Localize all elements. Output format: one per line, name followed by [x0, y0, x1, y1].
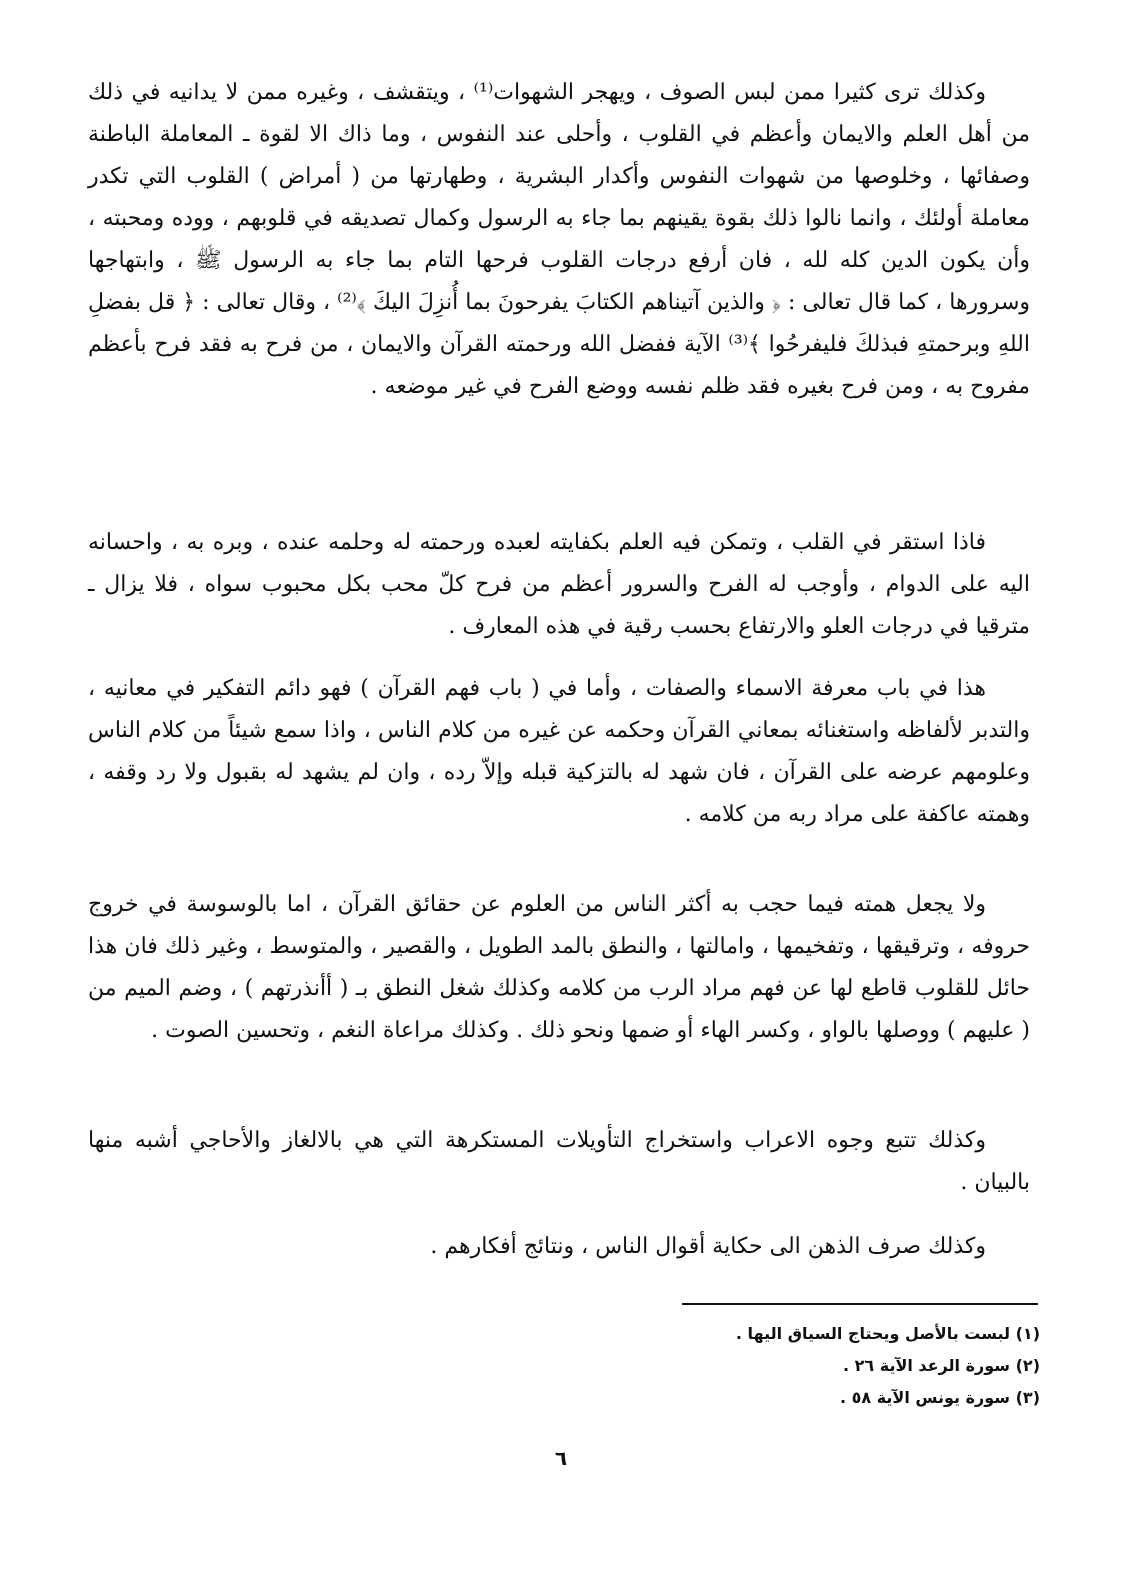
- paragraph-text: وكذلك صرف الذهن الى حكاية أقوال الناس ، ونتائج أفكارهم .: [430, 1234, 986, 1259]
- paragraph-2: [88, 522, 1030, 648]
- footnote-3: (٣) سورة يونس الآية ٥٨ .: [839, 1388, 1040, 1407]
- paragraph-text: فاذا استقر في القلب ، وتمكن فيه العلم بكفايته لعبده ورحمته له وحلمه عنده ، وبره به ، واحسانه اليه على الدوام ، وأوجب له الفرح والسرور أعظم من فرح كلّ محب بكل محبوب سواه ، فلا يزال ـ مترقيا في درجات العلو والارتفاع بحسب رقية في هذه المعارف .: [88, 530, 1030, 639]
- paragraph-3: [88, 668, 1030, 836]
- paragraph-text: وكذلك ترى كثيرا ممن لبس الصوف ، ويهجر الشهوات⁽¹⁾ ، ويتقشف ، وغيره ممن لا يدانيه في ذلك من أهل العلم والايمان وأعظم في القلوب ، وأحلى عند النفوس ، وما ذاك الا لقوة ـ المعاملة الباطنة وصفائها ، وخلوصها من شهوات النفوس وأكدار البشرية ، وطهارتها من ( أمراض ) القلوب التي تكدر معاملة أولئك ، وانما نالوا ذلك بقوة يقينهم بما جاء به الرسول وكمال تصديقه في قلوبهم ، ووده ومحبته ، وأن يكون الدين كله لله ، فان أرفع درجات القلوب فرحها التام بما جاء به الرسول ﷺ ، وابتهاجها وسرورها ، كما قال تعالى : ﴿ والذين آتيناهم الكتابَ يفرحونَ بما أُنزِلَ اليكَ ﴾⁽²⁾ ، وقال تعالى : ﴿ قل بفضلِ اللهِ وبرحمتهِ فبذلكَ فليفرحُوا ﴾⁽³⁾ الآية ففضل الله ورحمته القرآن والايمان ، من فرح به فقد فرح بأعظم مفروح به ، ومن فرح بغيره فقد ظلم نفسه ووضع الفرح في غير موضعه .: [88, 80, 1030, 399]
- paragraph-text: وكذلك تتبع وجوه الاعراب واستخراج التأويلات المستكرهة التي هي بالالغاز والأحاجي أشبه منها بالبيان .: [88, 1128, 1030, 1195]
- footnote-1: (١) لبست بالأصل ويحتاج السياق اليها .: [735, 1324, 1040, 1343]
- footnotes: [600, 1318, 1040, 1414]
- page-number: ٦: [554, 1446, 568, 1470]
- paragraph-5: [88, 1120, 1030, 1204]
- paragraph-4: [88, 884, 1030, 1052]
- footnote-2: (٢) سورة الرعد الآية ٢٦ .: [842, 1356, 1040, 1375]
- paragraph-1: [88, 72, 1030, 408]
- paragraph-text: ولا يجعل همته فيما حجب به أكثر الناس من العلوم عن حقائق القرآن ، اما بالوسوسة في خروج حروفه ، وترقيقها ، وتفخيمها ، وامالتها ، والنطق بالمد الطويل ، والقصير ، والمتوسط ، وغير ذلك فان هذا حائل للقلوب قاطع لها عن فهم مراد الرب من كلامه وكذلك شغل النطق بـ ( أأنذرتهم ) ، وضم الميم من ( عليهم ) ووصلها بالواو ، وكسر الهاء أو ضمها ونحو ذلك . وكذلك مراعاة النغم ، وتحسين الصوت .: [88, 892, 1030, 1043]
- paragraph-6: [88, 1226, 1030, 1268]
- footnote-divider: [682, 1303, 1038, 1305]
- paragraph-text: هذا في باب معرفة الاسماء والصفات ، وأما في ( باب فهم القرآن ) فهو دائم التفكير في معانيه ، والتدبر لألفاظه واستغنائه بمعاني القرآن وحكمه عن غيره من كلام الناس ، واذا سمع شيئاً من كلام الناس وعلومهم عرضه على القرآن ، فان شهد له بالتزكية قبله وإلاّ رده ، وان لم يشهد له بقبول ولا رد وقفه ، وهمته عاكفة على مراد ربه من كلامه .: [88, 676, 1030, 827]
